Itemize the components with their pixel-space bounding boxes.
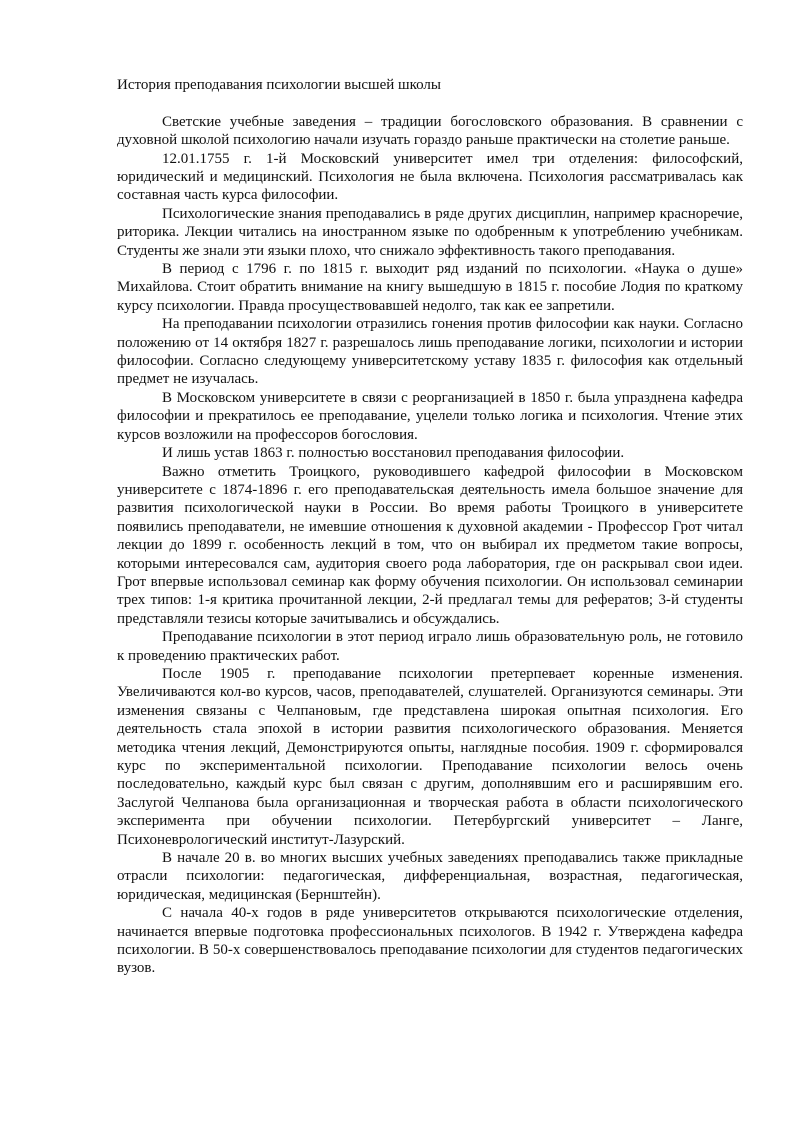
paragraph-charter-1863: И лишь устав 1863 г. полностью восстановил преподавания философии. [162,445,625,462]
document-title: История преподавания психологии высшей школы [117,77,441,93]
document-page [117,76,743,978]
paragraph-troitsky-grot: Важно отметить Троицкого, руководившего кафедрой философии в Московском университете с 1874-1896 г. его преподавательская деятельность имела большое значение для развития психологической науки в России. Во время работы Троицкого в университете появились преподаватели, не имевшие отношения к духовной академии - Профессор Грот читал лекции до 1899 г. особенность лекций в том, что он выбирал их предметом такие вопросы, которыми интересовался сам, аудитория своего рода лаборатория, где он раскрывал свои идеи. Грот впервые использовал семинар как форму обучения психологии. Он использовал семинарии трех типов: 1-я критика прочитанной лекции, 2-й предлагал темы для рефератов; 3-й студенты представляли тезисы которые зачитывались и обсуждались. [117,463,743,627]
paragraph-reorganization-1850: В Московском университете в связи с реорганизацией в 1850 г. была упразднена кафедра философии и прекратилось ее преподавание, уцелели только логика и психология. Чтение этих курсов возложили на профессоров богословия. [117,389,743,443]
paragraph-early-20th-century: В начале 20 в. во многих высших учебных заведениях преподавались также прикладные отрасли психологии: педагогическая, дифференциальная, возрастная, педагогическая, юридическая, медицинская (Бернштейн). [117,850,743,903]
paragraph-publications-1796-1815: В период с 1796 г. по 1815 г. выходит ряд изданий по психологии. «Наука о душе» Михайлова. Стоит обратить внимание на книгу вышедшую в 1815 г. пособие Лодия по краткому курсу психологии. Правда просуществовавшей недолго, так как ее запретили. [117,261,743,314]
paragraph-persecution-of-philosophy: На преподавании психологии отразились гонения против философии как науки. Согласно положению от 14 октября 1827 г. разрешалось лишь преподавание логики, психологии и истории философии. Согласно следующему университетскому уставу 1835 г. философия как отдельный предмет не изучалась. [117,316,743,388]
paragraph-1940s-departments: С начала 40-х годов в ряде университетов открываются психологические отделения, начинается впервые подготовка профессиональных психологов. В 1942 г. Утверждена кафедра психологии. В 50-х совершенствовалось преподавание психологии для студентов педагогических вузов. [117,905,743,977]
paragraph-educational-role: Преподавание психологии в этот период играло лишь образовательную роль, не готовило к проведению практических работ. [117,629,743,664]
paragraph-secular-institutions: Светские учебные заведения – традиции богословского образования. В сравнении с духовной школой психологию начали изучать гораздо раньше практически на столетие раньше. [117,113,743,149]
paragraph-psychological-knowledge: Психологические знания преподавались в ряде других дисциплин, например красноречие, риторика. Лекции читались на иностранном языке по одобренным к употреблению учебникам. Студенты же знали эти языки плохо, что снижало эффективность такого преподавания. [117,205,743,259]
paragraph-moscow-university-1755: 12.01.1755 г. 1-й Московский университет имел три отделения: философский, юридический и медицинский. Психология не была включена. Психология рассматривалась как составная часть курса философии. [117,150,743,204]
paragraph-after-1905-chelpanov: После 1905 г. преподавание психологии претерпевает коренные изменения. Увеличиваются кол-во курсов, часов, преподавателей, слушателей. Организуются семинары. Эти изменения связаны с Челпановым, где представлена широкая опытная психология. Его деятельность стала эпохой в истории развития психологического образования. Меняется методика чтения лекций, Демонстрируются опыты, наглядные пособия. 1909 г. сформировался курс по экспериментальной психологии. Преподавание психологии велось очень последовательно, каждый курс был связан с другим, дополнявшим его и расширявшим его. Заслугой Челпанова была организационная и творческая работа в области психологического эксперимента при обучении психологии. Петербургский университет – Ланге, Психоневрологический институт-Лазурский. [117,665,743,848]
